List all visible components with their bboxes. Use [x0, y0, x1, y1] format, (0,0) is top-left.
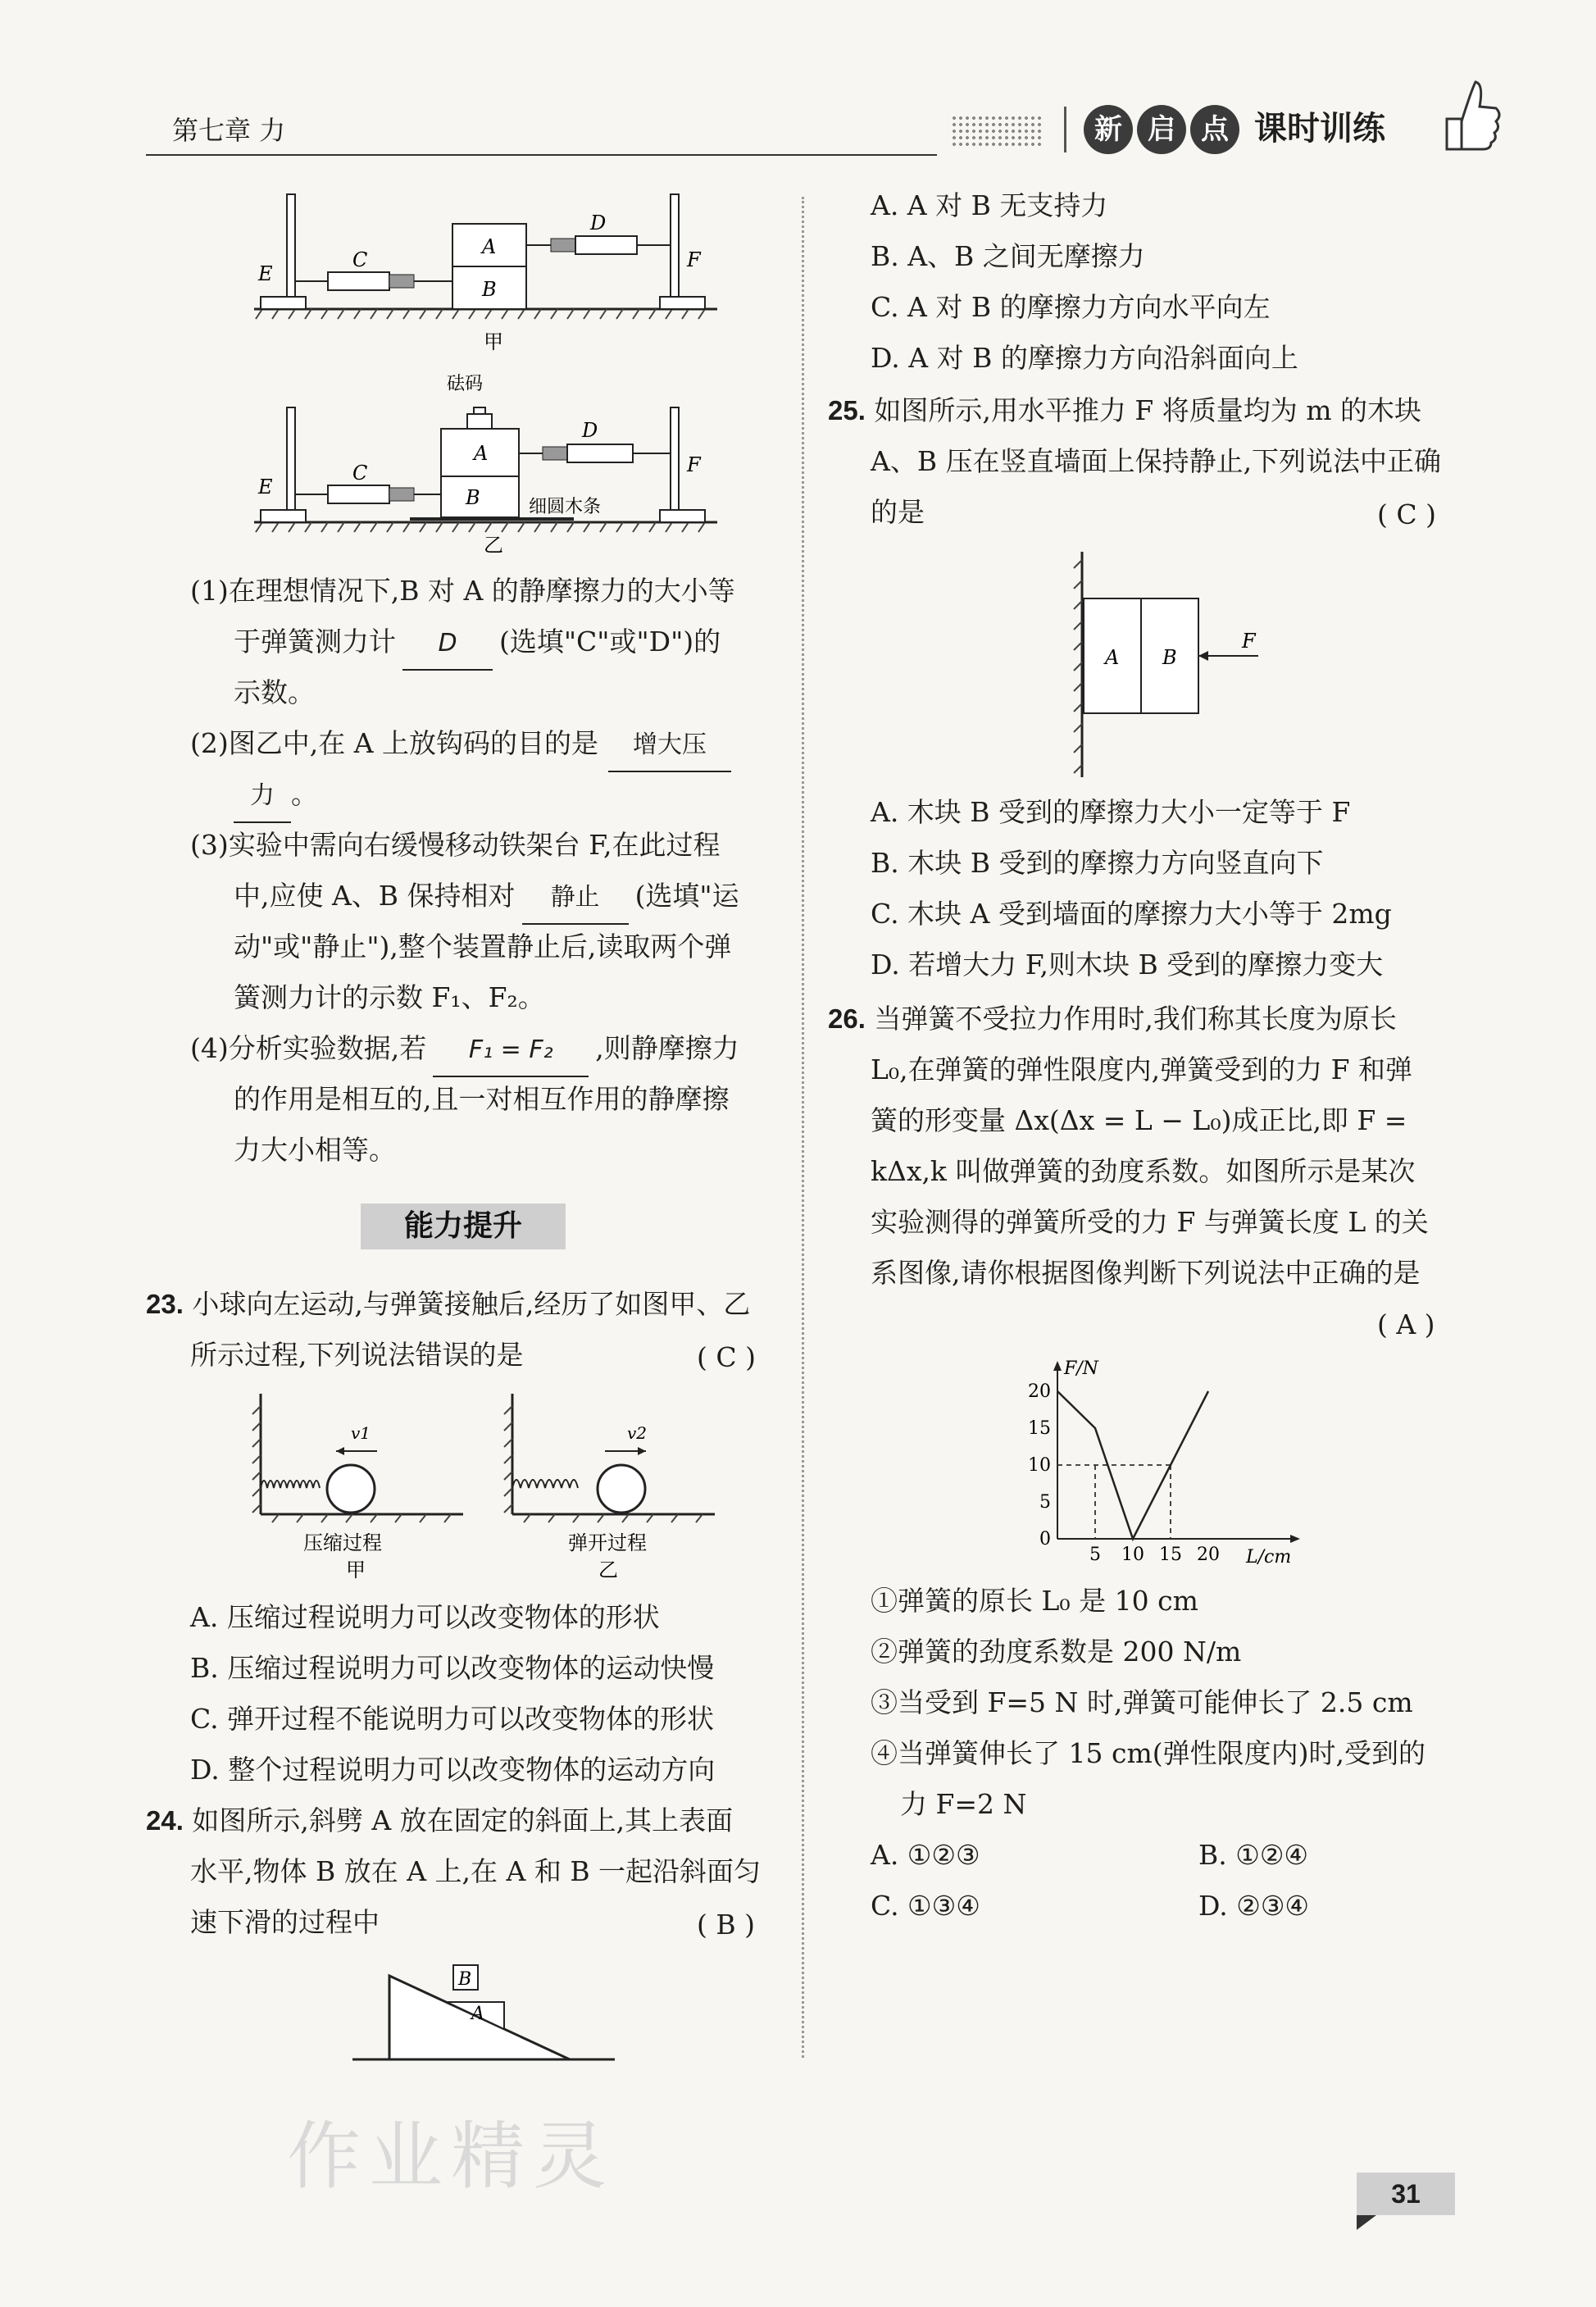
q26-statement-4a: ④当弹簧伸长了 15 cm(弹性限度内)时,受到的 — [871, 1737, 1425, 1769]
q25-option-d: D. 若增大力 F,则木块 B 受到的摩擦力变大 — [871, 949, 1384, 981]
header-dots — [951, 115, 1041, 148]
q24-stem-2: 水平,物体 B 放在 A 上,在 A 和 B 一起沿斜面匀 — [190, 1855, 762, 1887]
q24-stem-1 — [146, 1795, 733, 1846]
q22-p3-line4: 簧测力计的示数 F₁、F₂。 — [234, 981, 545, 1013]
label-weight: 砝码 — [447, 374, 484, 394]
chart-x-label: L/cm — [1246, 1547, 1292, 1568]
q22-p2-end: 。 — [291, 778, 318, 810]
q22-p1-line1: (1)在理想情况下,B 对 A 的静摩擦力的大小等 — [190, 575, 735, 607]
header-divider — [1064, 107, 1066, 152]
chart-y-label: F/N — [1064, 1358, 1098, 1379]
q22-p4-line1 — [190, 1023, 739, 1077]
q22-p3-line1: (3)实验中需向右缓慢移动铁架台 F,在此过程 — [190, 829, 721, 861]
label-b-q24: B — [458, 1969, 472, 1990]
brand-badge-3: 点 — [1190, 105, 1239, 154]
brand-badge-1: 新 — [1084, 105, 1133, 154]
chart-y-tick-10: 10 — [1028, 1455, 1051, 1476]
q22-p2-fill2: 力 — [234, 771, 291, 823]
q22-p1-line3: 示数。 — [234, 676, 315, 708]
q26-option-d: D. ②③④ — [1198, 1890, 1310, 1922]
q22-p1-text-c: (选填"C"或"D")的 — [499, 626, 721, 658]
q26-number: 26. — [828, 1003, 866, 1034]
figure-q23 — [246, 1381, 738, 1582]
column-divider — [802, 197, 804, 2058]
q26-stem-5: 实验测得的弹簧所受的力 F 与弹簧长度 L 的关 — [871, 1206, 1429, 1238]
q26-option-b: B. ①②④ — [1198, 1839, 1308, 1871]
chart-x-tick-10: 10 — [1121, 1545, 1144, 1565]
q25-number: 25. — [828, 395, 866, 425]
label-c-yi: C — [352, 462, 368, 485]
q22-p3-text-b: 中,应使 A、B 保持相对 — [234, 880, 516, 912]
page-tab-corner — [1357, 2215, 1376, 2230]
figure-q25 — [1066, 548, 1271, 781]
chart-y-tick-5: 5 — [1039, 1492, 1051, 1513]
q26-statement-1: ①弹簧的原长 L₀ 是 10 cm — [871, 1585, 1198, 1617]
label-e-yi: E — [258, 476, 273, 498]
q23-answer: ( C ) — [697, 1341, 756, 1373]
chart-y-tick-0: 0 — [1039, 1529, 1051, 1549]
label-a-q25: A — [1105, 646, 1120, 669]
q26-chart — [1016, 1354, 1312, 1576]
chapter-title: 第七章 力 — [172, 115, 286, 146]
thumbs-up-icon — [1430, 74, 1504, 156]
q23-stem-1 — [146, 1279, 750, 1330]
q22-p2-text: (2)图乙中,在 A 上放钩码的目的是 — [190, 727, 599, 759]
q26-stem-1 — [828, 994, 1397, 1044]
q22-p3-line2 — [234, 871, 739, 925]
q26-stem-6: 系图像,请你根据图像判断下列说法中正确的是 — [871, 1257, 1421, 1289]
q24-number: 24. — [146, 1805, 184, 1836]
chart-y-tick-15: 15 — [1028, 1418, 1051, 1439]
label-b-yi: B — [466, 486, 480, 509]
q22-p4-text-b: ,则静摩擦力 — [595, 1032, 739, 1064]
q23-option-a: A. 压缩过程说明力可以改变物体的形状 — [190, 1601, 660, 1633]
q22-p1-text: 于弹簧测力计 — [234, 626, 396, 658]
q26-statement-3: ③当受到 F=5 N 时,弹簧可能伸长了 2.5 cm — [871, 1686, 1413, 1718]
q23-option-b: B. 压缩过程说明力可以改变物体的运动快慢 — [190, 1652, 715, 1684]
q25-stem-2: A、B 压在竖直墙面上保持静止,下列说法中正确 — [871, 445, 1442, 477]
q23-stem-2: 所示过程,下列说法错误的是 — [190, 1339, 524, 1371]
q22-p3-fill: 静止 — [522, 872, 629, 925]
q25-stem-3: 的是 — [871, 496, 925, 528]
q22-p4-text-a: (4)分析实验数据,若 — [190, 1032, 427, 1064]
label-v2: v2 — [627, 1423, 648, 1443]
chart-x-arrow — [1290, 1535, 1300, 1543]
q26-statement-2: ②弹簧的劲度系数是 200 N/m — [871, 1636, 1242, 1668]
q24-option-a: A. A 对 B 无支持力 — [871, 189, 1108, 221]
caption-q23-jia: 甲 — [346, 1558, 366, 1581]
label-d-yi: D — [582, 419, 598, 442]
page-number: 31 — [1357, 2173, 1455, 2215]
q22-p3-text-c: (选填"运 — [634, 880, 739, 912]
q25-option-c: C. 木块 A 受到墙面的摩擦力大小等于 2mg — [871, 898, 1392, 930]
q26-option-a: A. ①②③ — [871, 1839, 980, 1871]
chart-x-tick-20: 20 — [1197, 1545, 1220, 1565]
q26-stem-text: 当弹簧不受拉力作用时,我们称其长度为原长 — [874, 1003, 1397, 1035]
q24-option-b: B. A、B 之间无摩擦力 — [871, 240, 1145, 272]
chart-y-arrow — [1053, 1361, 1062, 1371]
q26-option-c: C. ①③④ — [871, 1890, 980, 1922]
q24-option-c: C. A 对 B 的摩擦力方向水平向左 — [871, 291, 1271, 323]
q25-stem-text: 如图所示,用水平推力 F 将质量均为 m 的木块 — [874, 394, 1422, 426]
q23-option-c: C. 弹开过程不能说明力可以改变物体的形状 — [190, 1703, 715, 1735]
q22-p2-line1 — [190, 718, 731, 772]
label-f-q25: F — [1242, 630, 1256, 653]
label-c: C — [352, 248, 368, 271]
caption-release: 弹开过程 — [568, 1531, 647, 1554]
label-v1: v1 — [351, 1423, 371, 1443]
label-strip: 细圆木条 — [529, 497, 602, 517]
chart-y-tick-20: 20 — [1028, 1381, 1051, 1402]
q26-stem-4: kΔx,k 叫做弹簧的劲度系数。如图所示是某次 — [871, 1155, 1416, 1187]
caption-jia: 甲 — [484, 330, 503, 353]
q22-p2-line2 — [234, 769, 318, 823]
q22-p4-line3: 力大小相等。 — [234, 1134, 396, 1166]
label-b: B — [482, 278, 497, 301]
label-a: A — [482, 235, 497, 258]
q22-p2-fill1: 增大压 — [608, 720, 731, 772]
q25-option-a: A. 木块 B 受到的摩擦力大小一定等于 F — [871, 796, 1351, 828]
q23-stem-text: 小球向左运动,与弹簧接触后,经历了如图甲、乙 — [192, 1288, 751, 1320]
figure-jia — [246, 184, 721, 357]
q22-p4-fill: F₁ = F₂ — [433, 1025, 589, 1077]
q25-stem-1 — [828, 385, 1421, 436]
q24-stem-3: 速下滑的过程中 — [190, 1906, 380, 1938]
header-rule — [146, 154, 937, 156]
q23-number: 23. — [146, 1289, 184, 1319]
q26-answer: ( A ) — [1377, 1308, 1435, 1340]
q26-stem-3: 簧的形变量 Δx(Δx = L − L₀)成正比,即 F = — [871, 1104, 1407, 1136]
figure-q24 — [348, 1955, 619, 2066]
q23-option-d: D. 整个过程说明力可以改变物体的运动方向 — [190, 1754, 716, 1786]
label-d: D — [590, 212, 607, 234]
q25-option-b: B. 木块 B 受到的摩擦力方向竖直向下 — [871, 847, 1324, 879]
caption-yi: 乙 — [484, 534, 503, 557]
label-a-yi: A — [474, 442, 489, 465]
q25-answer: ( C ) — [1377, 498, 1436, 530]
q24-option-d: D. A 对 B 的摩擦力方向沿斜面向上 — [871, 342, 1298, 374]
q22-p4-line2: 的作用是相互的,且一对相互作用的静摩擦 — [234, 1083, 730, 1115]
label-b-q25: B — [1162, 646, 1177, 669]
caption-q23-yi: 乙 — [598, 1558, 618, 1581]
q22-p1-line2 — [234, 617, 721, 671]
label-f-yi: F — [687, 453, 701, 476]
label-f: F — [687, 248, 701, 271]
q26-stem-2: L₀,在弹簧的弹性限度内,弹簧受到的力 F 和弹 — [871, 1053, 1412, 1085]
watermark: 作业精灵 — [287, 2114, 615, 2200]
label-e: E — [258, 262, 273, 285]
q22-p1-fill: D — [402, 618, 493, 671]
q26-statement-4b: 力 F=2 N — [900, 1788, 1027, 1820]
q22-p3-line3: 动"或"静止"),整个装置静止后,读取两个弹 — [234, 931, 732, 962]
section-title: 能力提升 — [361, 1204, 566, 1249]
label-a-q24: A — [471, 2004, 484, 2024]
brand-badge-2: 启 — [1137, 105, 1186, 154]
caption-compress: 压缩过程 — [303, 1531, 382, 1554]
q24-stem-text: 如图所示,斜劈 A 放在固定的斜面上,其上表面 — [192, 1804, 734, 1836]
series-title: 课时训练 — [1254, 110, 1385, 148]
q24-answer: ( B ) — [697, 1909, 755, 1941]
chart-x-tick-15: 15 — [1159, 1545, 1182, 1565]
chart-x-tick-5: 5 — [1089, 1545, 1101, 1565]
figure-yi — [246, 365, 721, 557]
